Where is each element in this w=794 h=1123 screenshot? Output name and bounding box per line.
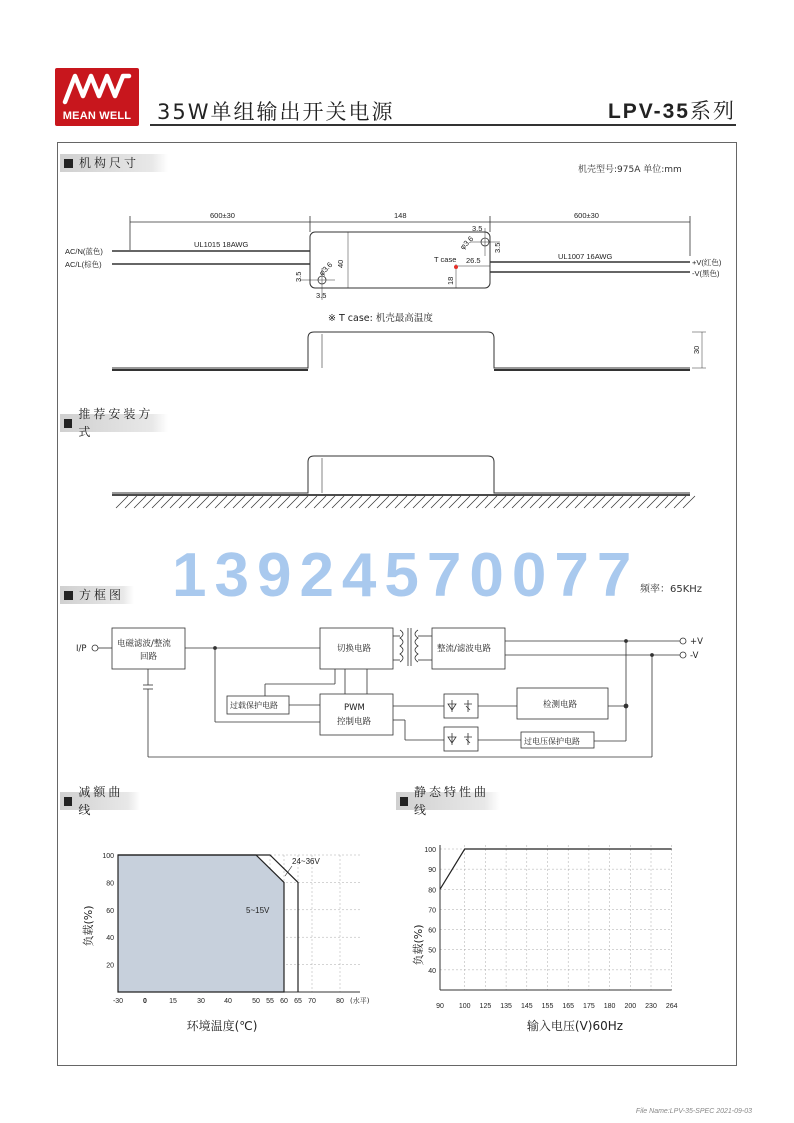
x-tick-label: 135 [500, 1003, 512, 1010]
hatch-line [611, 496, 623, 508]
hatch-line [413, 496, 425, 508]
hatch-line [386, 496, 398, 508]
x-tick-label: -30 [112, 998, 124, 1005]
hatch-line [566, 496, 578, 508]
page-title: 35W单组输出开关电源 [157, 100, 395, 124]
phototransistor-symbol-icon [464, 733, 472, 745]
surface-hatching [116, 496, 695, 508]
hatch-line [377, 496, 389, 508]
hatch-line [629, 496, 641, 508]
dim-hole-offset: 3.5 [493, 242, 502, 253]
mounting-drawing [0, 440, 794, 520]
ac-n-label: AC/N(蓝色) [65, 247, 103, 256]
dim-body-length: 148 [394, 211, 407, 220]
pwm-label-2: 控制电路 [337, 717, 372, 727]
section-derating [60, 785, 140, 817]
dim-left-cable: 600±30 [210, 211, 235, 220]
hatch-line [323, 496, 335, 508]
hatch-line [332, 496, 344, 508]
dim-tcase-height: 18 [446, 276, 455, 285]
x-tick-label: 80 [336, 998, 344, 1005]
block-diagram [0, 600, 794, 780]
hatch-line [656, 496, 668, 508]
hatch-line [242, 496, 254, 508]
hatch-line [143, 496, 155, 508]
section-static [396, 785, 500, 817]
hatch-line [350, 496, 362, 508]
section-bullet-icon [400, 797, 408, 806]
hatch-line [188, 496, 200, 508]
hatch-line [431, 496, 443, 508]
left-cable-type: UL1015 18AWG [194, 240, 249, 249]
v-plus-label: +V(红色) [692, 258, 722, 267]
hatch-line [638, 496, 650, 508]
hatch-line [458, 496, 470, 508]
x-tick-label: 175 [583, 1003, 595, 1010]
ip-terminal [92, 645, 98, 651]
y-tick-label: 60 [428, 927, 436, 935]
hatch-line [341, 496, 353, 508]
dim-hole-offset: 3.5 [294, 271, 303, 282]
hatch-line [485, 496, 497, 508]
dim-tcase-offset: 26.5 [466, 256, 481, 265]
y-tick-label: 90 [428, 867, 436, 875]
hatch-line [530, 496, 542, 508]
hatch-line [287, 496, 299, 508]
x-tick-label: 125 [479, 1003, 492, 1010]
tcase-point [454, 265, 458, 269]
x-tick-label: 155 [541, 1003, 554, 1010]
footer-filename: File Name:LPV-35-SPEC 2021-09-03 [635, 1108, 752, 1115]
switching-label: 切换电路 [337, 644, 372, 654]
y-tick-label: 100 [102, 853, 114, 860]
hatch-line [647, 496, 659, 508]
x-tick-label: 200 [624, 1003, 637, 1010]
watermark-phone: 13924570077 [172, 541, 640, 610]
hatch-line [539, 496, 551, 508]
ovp-label: 过电压保护电路 [524, 737, 580, 746]
dim-thickness: 30 [692, 345, 701, 354]
tcase-label: T case [434, 255, 457, 264]
x-tick-label: 230 [645, 1003, 657, 1010]
dim-hole-offset: 3.5 [316, 291, 327, 300]
hatch-line [620, 496, 632, 508]
x-tick-label: 70 [308, 998, 316, 1005]
hatch-line [674, 496, 686, 508]
hatch-line [683, 496, 695, 508]
hatch-line [116, 496, 128, 508]
logo-text: MEAN WELL [62, 110, 132, 122]
hatch-line [593, 496, 605, 508]
psu-side-view [112, 332, 690, 368]
series-label-5-15v: 5~15V [246, 906, 270, 915]
junction [624, 704, 628, 708]
derating-chart [70, 830, 390, 1050]
hatch-line [476, 496, 488, 508]
hatch-line [449, 496, 461, 508]
case-info: 机壳型号:975A 单位:mm [578, 165, 682, 175]
v-minus-output-label: -V [690, 651, 699, 661]
hatch-line [503, 496, 515, 508]
y-tick-label: 20 [106, 962, 114, 970]
hatch-line [206, 496, 218, 508]
hatch-line [575, 496, 587, 508]
section-bullet-icon [64, 591, 73, 600]
hatch-line [152, 496, 164, 508]
section-mechanical-label: 机构尺寸 [79, 156, 140, 170]
phototransistor-symbol-icon [464, 700, 472, 712]
detection-label: 检测电路 [543, 700, 578, 710]
led-symbol-icon [448, 733, 456, 745]
hatch-line [197, 496, 209, 508]
hatch-line [233, 496, 245, 508]
model-code: LPV-35 [607, 100, 690, 123]
v-plus-output-label: +V [690, 637, 703, 647]
pwm-block [320, 694, 393, 735]
x-tick-label: 145 [520, 1003, 533, 1010]
v-minus-label: -V(黑色) [692, 269, 720, 278]
y-tick-label: 100 [424, 847, 436, 854]
pwm-label: PWM [344, 703, 365, 713]
x-tick-label: 65 [294, 998, 302, 1005]
hatch-line [404, 496, 416, 508]
hatch-line [179, 496, 191, 508]
hatch-line [224, 496, 236, 508]
psu-mounted-profile [112, 456, 690, 493]
section-bullet-icon [64, 797, 72, 806]
x-unit-label: (水平) [350, 997, 370, 1005]
hatch-line [305, 496, 317, 508]
hatch-line [134, 496, 146, 508]
hatch-line [251, 496, 263, 508]
dim-right-cable: 600±30 [574, 211, 599, 220]
x-axis-label: 输入电压(V)60Hz [526, 1019, 624, 1033]
hatch-line [296, 496, 308, 508]
hatch-line [359, 496, 371, 508]
y-tick-label: 50 [428, 947, 436, 955]
y-tick-label: 70 [428, 907, 436, 915]
model-suffix: 系列 [690, 99, 736, 123]
hatch-line [314, 496, 326, 508]
hatch-line [260, 496, 272, 508]
x-axis-label: 环境温度(℃) [186, 1019, 258, 1033]
v-minus-terminal [680, 652, 686, 658]
hatch-line [665, 496, 677, 508]
y-tick-label: 40 [428, 967, 436, 975]
rectifier-label: 整流/滤波电路 [437, 644, 491, 654]
hatch-line [170, 496, 182, 508]
x-tick-label: 0 [143, 998, 147, 1005]
x-tick-label: 15 [169, 998, 177, 1005]
mechanical-drawing [0, 0, 794, 420]
section-block-diagram-label: 方框图 [79, 588, 125, 602]
series-5-15v-area [118, 855, 284, 992]
x-tick-label: 165 [562, 1003, 575, 1010]
x-tick-label: 30 [197, 998, 205, 1005]
hatch-line [521, 496, 533, 508]
hatch-line [548, 496, 560, 508]
ip-label: I/P [76, 644, 87, 654]
v-plus-terminal [680, 638, 686, 644]
right-cable-type: UL1007 16AWG [558, 252, 613, 261]
section-static-label: 静态特性曲线 [414, 785, 490, 817]
emi-filter-label: 电磁滤波/整流 [117, 639, 171, 649]
hatch-line [215, 496, 227, 508]
hatch-line [512, 496, 524, 508]
dim-height: 40 [336, 259, 345, 268]
y-axis-label: 负载(%) [412, 924, 425, 966]
dim-hole-diameter: φ3.6 [458, 234, 476, 252]
dim-hole-offset: 3.5 [472, 224, 483, 233]
y-tick-label: 40 [106, 935, 114, 943]
hatch-line [422, 496, 434, 508]
y-axis-label: 负载(%) [82, 905, 95, 947]
hatch-line [368, 496, 380, 508]
olp-label: 过载保护电路 [230, 701, 278, 710]
section-derating-label: 减额曲线 [78, 785, 124, 817]
transformer-secondary [415, 630, 418, 662]
hatch-line [602, 496, 614, 508]
ac-l-label: AC/L(棕色) [65, 260, 102, 269]
hatch-line [557, 496, 569, 508]
x-tick-label: 55 [266, 998, 274, 1005]
x-tick-label: 60 [280, 998, 288, 1005]
x-tick-label: 180 [603, 1003, 616, 1010]
series-label-24-36v: 24~36V [292, 857, 320, 866]
hatch-line [395, 496, 407, 508]
transformer-primary [400, 630, 403, 662]
x-tick-label: 90 [436, 1003, 444, 1010]
y-tick-label: 60 [106, 907, 114, 915]
tcase-note: ※ T case: 机壳最高温度 [328, 313, 433, 324]
hatch-line [278, 496, 290, 508]
y-tick-label: 80 [106, 880, 114, 888]
frequency-label: 频率：65KHz [640, 584, 703, 595]
x-tick-label: 264 [665, 1003, 678, 1010]
hatch-line [440, 496, 452, 508]
x-tick-label: 40 [224, 998, 232, 1005]
y-tick-label: 80 [428, 887, 436, 895]
x-tick-label: 50 [252, 998, 260, 1005]
hatch-line [161, 496, 173, 508]
hatch-line [584, 496, 596, 508]
led-symbol-icon [448, 700, 456, 712]
hatch-line [467, 496, 479, 508]
emi-filter-label-2: 回路 [140, 652, 158, 662]
section-mounting-label: 推荐安装方式 [78, 407, 154, 439]
hatch-line [269, 496, 281, 508]
hatch-line [125, 496, 137, 508]
hatch-line [494, 496, 506, 508]
dim-hole-diameter: φ3.6 [317, 260, 335, 278]
x-tick-label: 100 [458, 1003, 471, 1010]
static-characteristic-chart [400, 830, 700, 1050]
